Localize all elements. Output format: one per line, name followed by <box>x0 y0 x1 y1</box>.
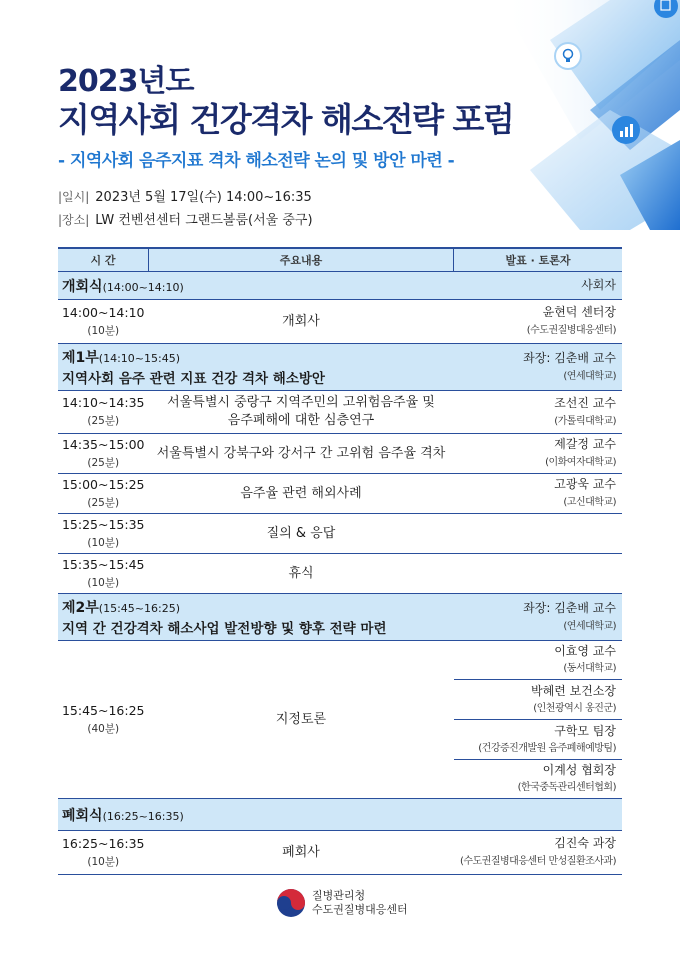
opening-time: (14:00~14:10) <box>102 280 184 294</box>
row-time: 14:35~15:00 <box>61 436 145 452</box>
row-org: (가톨릭대학교) <box>554 415 616 427</box>
row-duration: (40분) <box>87 722 120 735</box>
footer-line1: 질병관리청 <box>312 889 366 902</box>
row-org: (이화여자대학교) <box>545 457 616 468</box>
table-row <box>58 641 622 799</box>
footer-logo <box>276 888 408 918</box>
closing-name: 폐회식 <box>62 807 103 824</box>
part2-chair: 좌장: 김춘배 교수 <box>523 600 616 615</box>
part2-chair-org: (연세대학교) <box>563 620 616 632</box>
row-duration: (10분) <box>87 576 120 589</box>
speaker-org: (한국중독관리센터협회) <box>517 782 616 793</box>
section-part1 <box>58 344 622 391</box>
row-duration: (10분) <box>87 324 120 337</box>
date-value: 2023년 5월 17일(수) 14:00~16:35 <box>95 190 312 205</box>
table-row <box>58 391 622 434</box>
table-row <box>58 554 622 594</box>
row-person: 윤현덕 센터장 <box>542 305 616 319</box>
row-content-line2: 음주폐해에 대한 심층연구 <box>227 413 375 428</box>
opening-name: 개회식 <box>62 278 103 295</box>
speaker-item <box>454 680 623 720</box>
part1-time: (14:10~15:45) <box>98 352 180 365</box>
row-person: 제갈정 교수 <box>554 437 616 451</box>
col-time: 시 간 <box>58 248 149 272</box>
opening-role: 사회자 <box>454 272 623 300</box>
part1-chair-org: (연세대학교) <box>563 370 616 382</box>
speaker-person: 구학모 팀장 <box>554 723 616 738</box>
row-duration: (10분) <box>87 855 120 868</box>
col-content: 주요내용 <box>149 248 454 272</box>
table-row <box>58 831 622 875</box>
row-content: 서울특별시 강북구와 강서구 간 고위험 음주율 격차 <box>149 434 454 474</box>
part1-name: 제1부 <box>62 350 99 366</box>
row-org: (수도권질병대응센터) <box>526 325 616 336</box>
place-value: LW 컨벤션센터 그랜드볼룸(서울 중구) <box>95 213 313 228</box>
speaker-person: 박혜련 보건소장 <box>531 683 616 698</box>
speaker-item <box>454 720 623 760</box>
section-closing <box>58 799 622 831</box>
table-row <box>58 474 622 514</box>
row-time: 15:45~16:25 <box>61 702 145 718</box>
row-time: 14:10~14:35 <box>61 395 145 410</box>
row-person: 고광욱 교수 <box>554 477 616 491</box>
row-time: 16:25~16:35 <box>61 835 145 851</box>
row-content: 질의 & 응답 <box>149 514 454 554</box>
row-content: 서울특별시 중랑구 지역주민의 고위험음주율 및 <box>167 395 435 410</box>
speaker-person: 이효영 교수 <box>554 644 616 658</box>
row-time: 15:25~15:35 <box>61 516 145 532</box>
part2-time: (15:45~16:25) <box>98 602 180 615</box>
speaker-org: (인천광역시 옹진군) <box>533 702 616 714</box>
part1-chair: 좌장: 김춘배 교수 <box>523 350 616 365</box>
part2-topic: 지역 간 건강격차 해소사업 발전방향 및 향후 전략 마련 <box>62 621 387 637</box>
part2-name: 제2부 <box>62 600 99 616</box>
row-time: 14:00~14:10 <box>61 304 145 320</box>
row-time: 15:00~15:25 <box>61 476 145 492</box>
row-duration: (25분) <box>87 456 120 469</box>
col-speaker: 발표 · 토론자 <box>454 248 623 272</box>
part1-topic: 지역사회 음주 관련 지표 건강 격차 해소방안 <box>62 371 325 387</box>
row-content: 휴식 <box>149 554 454 594</box>
row-content: 지정토론 <box>149 641 454 799</box>
row-time: 15:35~15:45 <box>61 556 145 572</box>
kdca-logo-icon <box>276 888 306 918</box>
place-info: |장소| LW 컨벤션센터 그랜드볼룸(서울 중구) <box>58 213 313 228</box>
row-org: (고신대학교) <box>563 497 616 508</box>
forum-subtitle: - 지역사회 음주지표 격차 해소전략 논의 및 방안 마련 - <box>58 151 455 171</box>
table-row <box>58 434 622 474</box>
table-row <box>58 514 622 554</box>
footer-line2: 수도권질병대응센터 <box>312 903 408 916</box>
speaker-item <box>454 641 623 680</box>
row-content: 음주율 관련 해외사례 <box>149 474 454 514</box>
forum-title: 지역사회 건강격차 해소전략 포럼 <box>58 100 514 139</box>
schedule-table <box>58 247 622 875</box>
row-person: 조선진 교수 <box>554 395 616 410</box>
table-header <box>58 248 622 272</box>
section-part2 <box>58 594 622 641</box>
date-label: 일시 <box>62 190 86 204</box>
closing-time: (16:25~16:35) <box>102 809 184 823</box>
section-opening <box>58 272 622 300</box>
speaker-org: (건강증진개발원 음주폐해예방팀) <box>478 742 616 754</box>
table-row <box>58 300 622 344</box>
row-content: 개회사 <box>149 300 454 344</box>
chart-icon <box>612 116 640 144</box>
speaker-org: (동서대학교) <box>563 663 616 674</box>
place-label: 장소 <box>62 213 86 227</box>
row-person: 김진숙 과장 <box>554 836 616 850</box>
row-duration: (10분) <box>87 536 120 549</box>
row-content: 폐회사 <box>149 831 454 875</box>
speaker-item <box>454 760 623 798</box>
forum-year: 2023년도 <box>58 64 194 99</box>
row-duration: (25분) <box>87 415 120 427</box>
date-info: |일시| 2023년 5월 17일(수) 14:00~16:35 <box>58 190 312 205</box>
row-duration: (25분) <box>87 496 120 509</box>
lightbulb-icon <box>555 43 581 69</box>
row-org: (수도권질병대응센터 만성질환조사과) <box>459 856 616 867</box>
speaker-person: 이계성 협회장 <box>542 763 616 777</box>
